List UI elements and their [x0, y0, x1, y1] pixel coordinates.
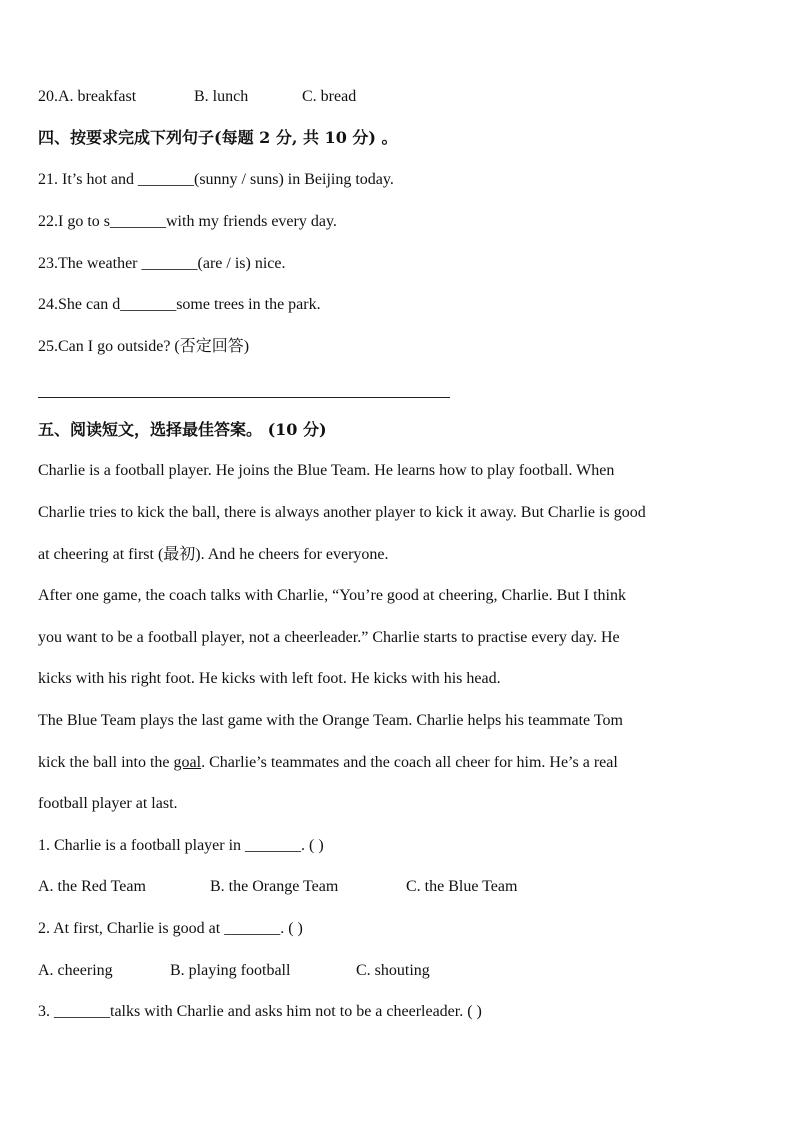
passage-line: at cheering at first (最初). And he cheers for everyone. [38, 546, 389, 563]
answer-blank-line [38, 397, 450, 398]
question-24: 24.She can d_______some trees in the park. [38, 296, 321, 313]
option-a: A. cheering [38, 962, 113, 979]
mc-question-3: 3. _______talks with Charlie and asks him not to be a cheerleader. ( ) [38, 1003, 482, 1020]
question-23: 23.The weather _______(are / is) nice. [38, 255, 286, 272]
option-b: B. lunch [194, 88, 249, 105]
option-a: A. the Red Team [38, 878, 146, 895]
mc-options-2 [38, 961, 430, 981]
option-c: C. shouting [356, 962, 430, 979]
passage-line: Charlie tries to kick the ball, there is always another player to kick it away. But Charlie is good [38, 504, 646, 521]
option-a: A. breakfast [58, 88, 137, 105]
passage-line: The Blue Team plays the last game with the Orange Team. Charlie helps his teammate Tom [38, 712, 623, 729]
passage-line: After one game, the coach talks with Charlie, “You’re good at cheering, Charlie. But I think [38, 587, 626, 604]
passage-line: you want to be a football player, not a cheerleader.” Charlie starts to practise every day. He [38, 629, 620, 646]
question-22: 22.I go to s_______with my friends every day. [38, 213, 337, 230]
mc-question-2: 2. At first, Charlie is good at _______. ( ) [38, 920, 303, 937]
mc-options-1 [38, 877, 517, 897]
section-5-heading: 五、阅读短文，选择最佳答案。 (10 分) [38, 420, 327, 439]
passage-line [38, 753, 618, 773]
option-b: B. playing football [170, 962, 291, 979]
question-number: 20. [38, 88, 58, 105]
underlined-word-goal: goal [173, 754, 202, 771]
question-20 [38, 87, 356, 107]
passage-line: football player at last. [38, 795, 178, 812]
passage-text: kick the ball into the [38, 754, 174, 771]
passage-line: Charlie is a football player. He joins the Blue Team. He learns how to play football. When [38, 462, 615, 479]
passage-text: . Charlie’s teammates and the coach all cheer for him. He’s a real [201, 754, 618, 771]
question-25: 25.Can I go outside? (否定回答) [38, 338, 250, 355]
option-c: C. bread [302, 88, 357, 105]
mc-question-1: 1. Charlie is a football player in _______. ( ) [38, 837, 324, 854]
passage-line: kicks with his right foot. He kicks with left foot. He kicks with his head. [38, 670, 501, 687]
question-21: 21. It’s hot and _______(sunny / suns) in Beijing today. [38, 171, 394, 188]
option-c: C. the Blue Team [406, 878, 518, 895]
option-b: B. the Orange Team [210, 878, 339, 895]
section-4-heading: 四、按要求完成下列句子(每题 2 分, 共 10 分) 。 [38, 128, 398, 147]
